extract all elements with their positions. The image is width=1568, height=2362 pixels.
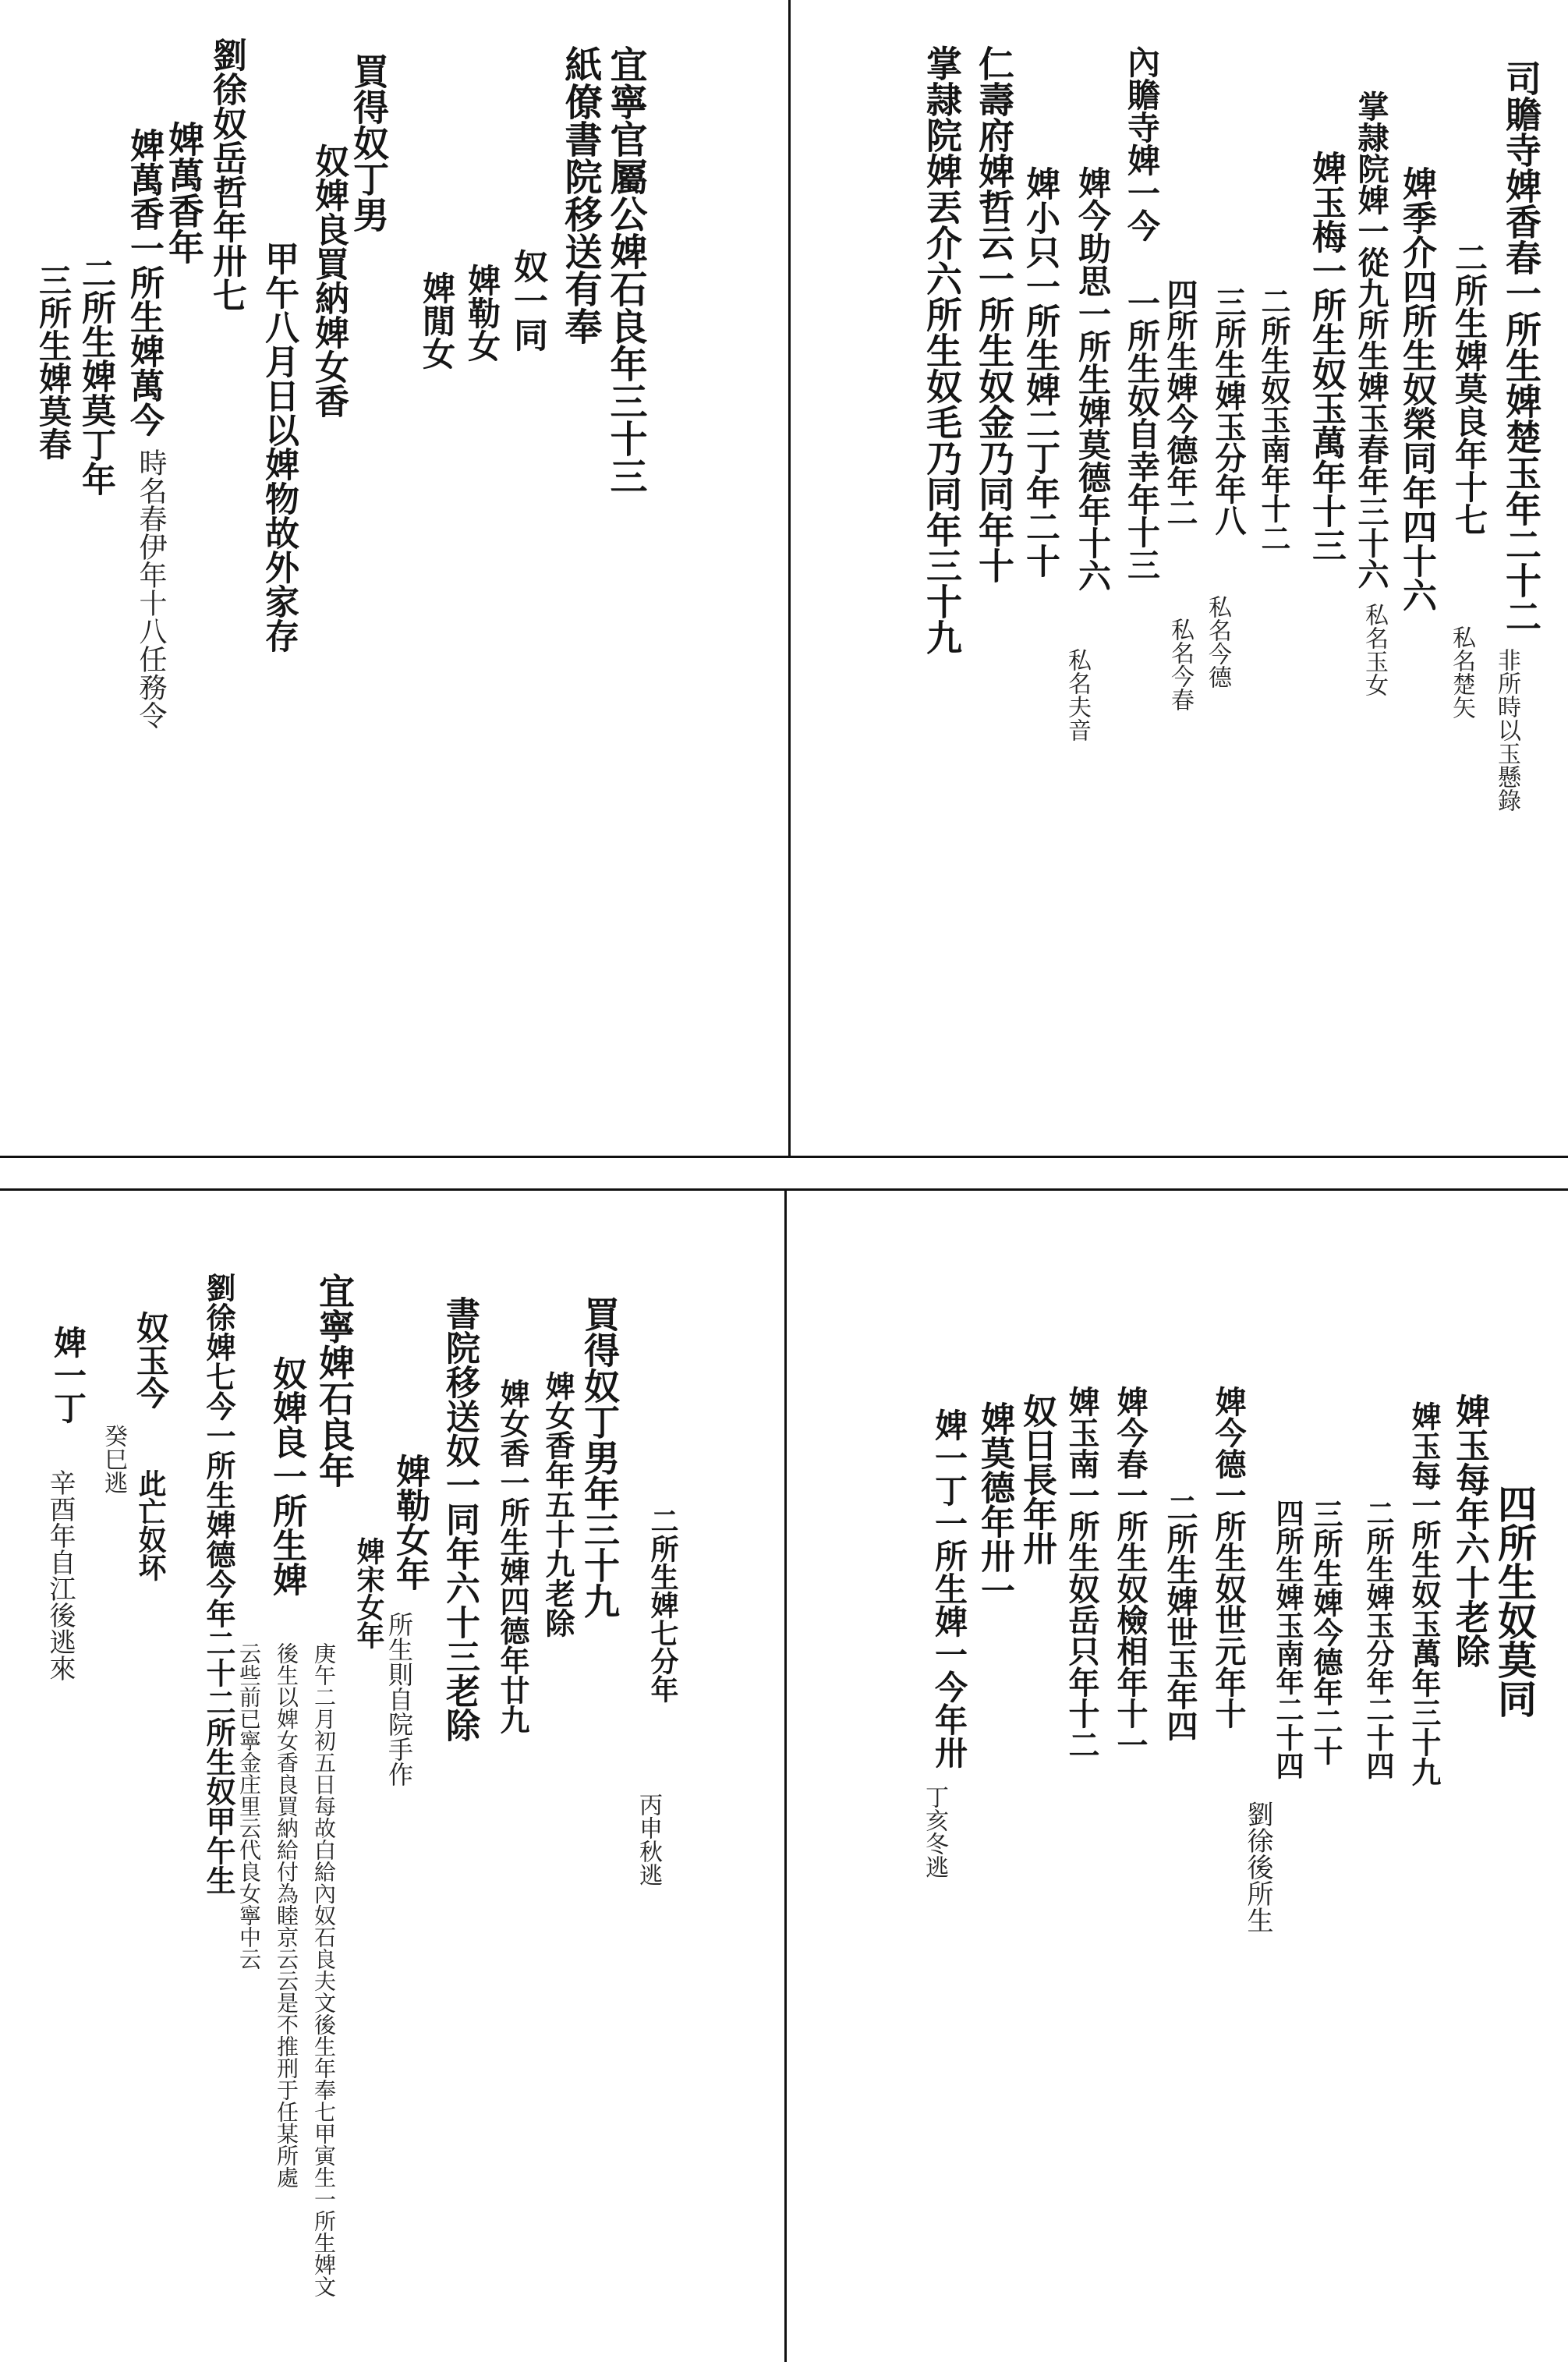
text-column: 婢一丁一所生婢一今年卅 [930,1408,968,1769]
text-column: 婢莫德年卅一 [975,1401,1014,1607]
annotation: 庚午二月初五日每故白給內奴石良夫文後生年奉七甲寅生一所生婢文 [311,1642,337,2297]
text-column: 婢勒女年 [390,1454,430,1591]
text-column: 婢今春一所生奴檢相年十一 [1112,1386,1149,1760]
text-column: 二所生婢七分年 [646,1507,679,1703]
text-column: 婢玉每年六十老除 [1449,1393,1489,1668]
text-column: 劉徐婢七今一所生婢德今年二十二所生奴甲午生 [201,1273,236,1895]
text-column: 買得奴丁男 [348,53,390,232]
text-column: 婢玉梅一所生奴玉萬年十三 [1306,151,1346,562]
text-column: 婢玉每一所生奴玉萬年三十九 [1407,1401,1442,1787]
text-column: 宜寧婢石良年 [313,1273,356,1488]
text-column: 仁壽府婢哲云一所生奴金乃同年十 [973,45,1015,583]
text-column: 司贍寺婢香春一所生婢楚玉年二十二 [1500,60,1542,634]
text-column: 婢今德一所生奴世元年十 [1210,1386,1247,1729]
text-column: 二所生婢玉分年二十四 [1362,1499,1395,1779]
annotation: 非所時以玉懸錄 [1493,648,1520,812]
annotation: 云些前已寧金庄里云代良女寧中云 [236,1642,262,1970]
text-column: 買得奴丁男年三十九 [579,1296,621,1619]
text-column: 奴婢良買納婢女香 [309,143,349,418]
annotation: 私名今春 [1166,618,1194,711]
text-column: 紙僚書院移送有奉 [558,45,602,345]
text-column: 一所生奴自幸年十三 [1123,286,1161,581]
text-column: 三所生婢今德年二十 [1308,1499,1343,1765]
text-column: 劉徐奴岳哲年卅七 [207,37,246,312]
annotation: 丙申秋逃 [635,1793,662,1886]
text-column: 二所生婢莫丁年 [76,256,115,496]
text-column: 二所生奴玉南年十二 [1256,286,1291,553]
annotation: 丁亥冬逃 [921,1785,948,1879]
text-column: 掌隷院婢一從九所生婢玉春年三十六 [1353,90,1389,590]
text-column: 婢玉南一所生奴岳只年十二 [1064,1386,1100,1760]
text-column: 婢宋女年 [352,1537,385,1649]
text-column: 婢萬香年 [163,121,205,264]
annotation: 後生以婢女香良買納給付為睦京云云是不推刑于任某所處 [274,1642,299,2188]
annotation: 私名夫音 [1064,648,1091,742]
page-divider-vertical-bottom [784,1190,787,2362]
text-column: 奴一同 [508,249,547,352]
text-column: 內贍寺婢一今 [1123,45,1161,242]
text-column: 四所生奴莫同 [1492,1484,1538,1718]
annotation: 癸巳逃 [100,1424,127,1494]
text-column: 書院移送奴一同年六十三老除 [440,1296,480,1742]
text-column: 掌隷院婢丟介六所生奴毛乃同年三十九 [921,45,963,655]
text-column: 婢女香年五十九老除 [540,1371,575,1638]
text-column: 四所生婢今德年二 [1162,278,1198,528]
text-column: 此亡奴坏 [134,1469,167,1581]
text-column: 四所生婢玉南年二十四 [1272,1499,1304,1779]
annotation: 所生則自院手作 [384,1612,414,1787]
text-column: 婢一丁 [49,1326,87,1424]
text-column: 奴婢良一所生婢 [267,1356,306,1596]
text-column: 三所生婢玉分年八 [1210,286,1247,536]
annotation: 私名玉女 [1361,603,1388,696]
text-column: 甲午八月日以婢物故外家存 [259,241,299,653]
text-column: 婢萬香一所生婢萬今 [124,128,164,437]
annotation: 私名今德 [1204,595,1231,689]
annotation: 辛酉年自江後逃來 [44,1469,76,1681]
page-divider-vertical-top [788,0,791,1157]
text-column: 奴玉今 [132,1311,170,1409]
text-column: 婢小只一所生婢二丁年二十 [1020,166,1060,578]
text-column: 奴日長年卅 [1017,1393,1057,1565]
text-column: 婢女香一所生婢四德年廿九 [495,1379,530,1734]
annotation: 私名楚矢 [1448,625,1475,719]
text-column: 三所生婢莫春 [34,264,73,460]
annotation: 劉徐後所生 [1242,1801,1273,1933]
text-column: 婢閒女 [418,271,456,370]
text-column: 二所生婢世玉年四 [1162,1492,1198,1741]
text-column: 婢勒女 [463,264,501,362]
text-column: 宜寧官屬公婢石良年三十三 [603,45,647,494]
text-column: 婢季介四所生奴榮同年四十六 [1396,166,1436,612]
text-column: 二所生婢莫良年十七 [1450,241,1488,536]
annotation: 時名春伊年十八任務令 [135,448,167,729]
text-column: 婢今助思一所生婢莫德年十六 [1074,166,1112,592]
page-divider-horizontal-upper [0,1156,1568,1158]
